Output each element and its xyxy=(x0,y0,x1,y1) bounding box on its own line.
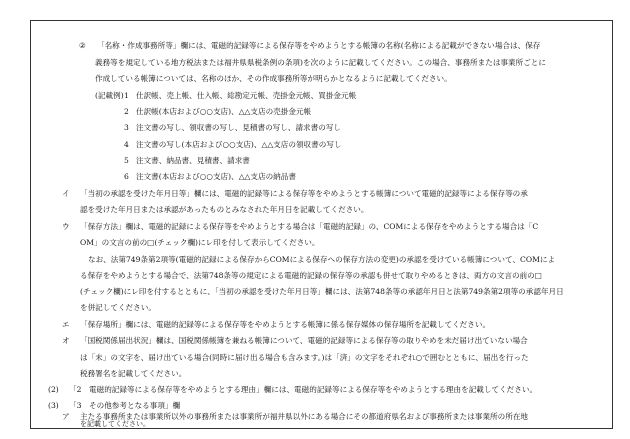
example-num: 2 xyxy=(124,107,129,116)
example-text: 注文書(本店および○○支店)、△△支店の納品書 xyxy=(136,172,296,181)
paragraph-line: 作成している帳簿については、名称のほか、その作成事務所等が明らかとなるように記載してください。 xyxy=(95,74,452,83)
paragraph-line: 「国税関係届出状況」欄は、国税関係帳簿を兼ねる帳簿について、電磁的記録等による保存等の取りやめを未だ届け出ていない場合 xyxy=(80,336,528,345)
paragraph-line: 「保存方法」欄は、電磁的記録による保存等をやめようとする場合は「電磁的記録」の、COMによる保存をやめようとする場合は「C xyxy=(80,222,539,231)
paragraph-line: を併記してください。 xyxy=(80,303,156,312)
example-text: 注文書の写し、領収書の写し、見積書の写し、請求書の写し xyxy=(136,123,342,132)
example-num: 4 xyxy=(124,140,129,149)
example-text: 仕訳帳(本店および○○支店)、△△支店の売掛金元帳 xyxy=(136,107,312,116)
paragraph-line: 「保存場所」欄には、電磁的記録等による保存等をやめようとする帳簿に係る保存媒体の保存場所を記載してください。 xyxy=(80,320,491,329)
section-text-3: 「3 その他参考となる事項」欄 xyxy=(69,401,181,410)
item-label-e: エ xyxy=(62,320,70,329)
paragraph-line: 認を受けた年月日または承認があったものとみなされた年月日を記載してください。 xyxy=(80,205,369,214)
item-label-a: ア xyxy=(62,412,70,421)
paragraph-line: 「名称・作成事務所等」欄には、電磁的記録等による保存等をやめようとする帳簿の名称(名称による記載ができない場合は、保存 xyxy=(97,41,541,50)
paragraph-line: 税務署名を記載してください。 xyxy=(80,369,187,378)
example-num: 1 xyxy=(124,91,129,100)
paragraph-line: る保存をやめようとする場合で、法第748条等の規定による電磁的記録の保存等の承認も併せて取りやめるときは、両方の文言の前の□ xyxy=(80,271,542,280)
paragraph-line: (チェック欄)にレ印を付するとともに、「当初の承認を受けた年月日等」欄には、法第748条等の承認年月日と法第749条第2項等の承認年月日 xyxy=(80,287,564,296)
example-text: 仕訳帳、売上帳、仕入帳、総勘定元帳、売掛金元帳、買掛金元帳 xyxy=(136,91,357,100)
paragraph-line: OM」の文言の前の□(チェック欄)にレ印を付して表示してください。 xyxy=(80,238,320,247)
example-label: (記載例) xyxy=(95,91,124,100)
example-text: 注文書、納品書、見積書、請求書 xyxy=(136,156,250,165)
item-label-2: ② xyxy=(79,41,86,50)
item-label-u: ウ xyxy=(62,222,70,231)
section-label-3: (3) xyxy=(48,401,59,410)
paragraph-line: 義務等を規定している地方税法または福井県県税条例の条項)を次のように記載してください。この場合、事務所または事業所ごとに xyxy=(95,58,546,67)
item-label-o: オ xyxy=(62,336,70,345)
paragraph-line: を記載してください。 xyxy=(80,420,150,428)
paragraph-line: は「未」の文字を、届け出ている場合(同時に届け出る場合も含みます。)は「済」の文字をそれぞれ○で囲むとともに、届出を行った xyxy=(80,353,529,362)
item-label-i: イ xyxy=(62,189,70,198)
paragraph-line: 「当初の承認を受けた年月日等」欄には、電磁的記録等による保存等をやめようとする帳簿について電磁的記録等による保存等の承 xyxy=(80,189,528,198)
example-num: 6 xyxy=(124,172,129,181)
example-num: 3 xyxy=(124,123,129,132)
example-text: 注文書の写し(本店および○○支店)、△△支店の領収書の写し xyxy=(136,140,342,149)
section-label-2: (2) xyxy=(48,385,59,394)
section-text-2: 「2 電磁的記録等による保存等をやめようとする理由」欄には、電磁的記録等による保存等をやめようとする理由を記載してください。 xyxy=(69,385,538,394)
paragraph-line: 主たる事務所または事業所以外の事務所または事業所が福井県以外にある場合にその都道府県名および事務所または事業所の所在地 xyxy=(80,412,529,421)
example-num: 5 xyxy=(124,156,129,165)
paragraph-line: なお、法第749条第2項等(電磁的記録による保存からCOMによる保存への保存方法の変更)の承認を受けている帳簿について、COMによ xyxy=(88,255,556,264)
